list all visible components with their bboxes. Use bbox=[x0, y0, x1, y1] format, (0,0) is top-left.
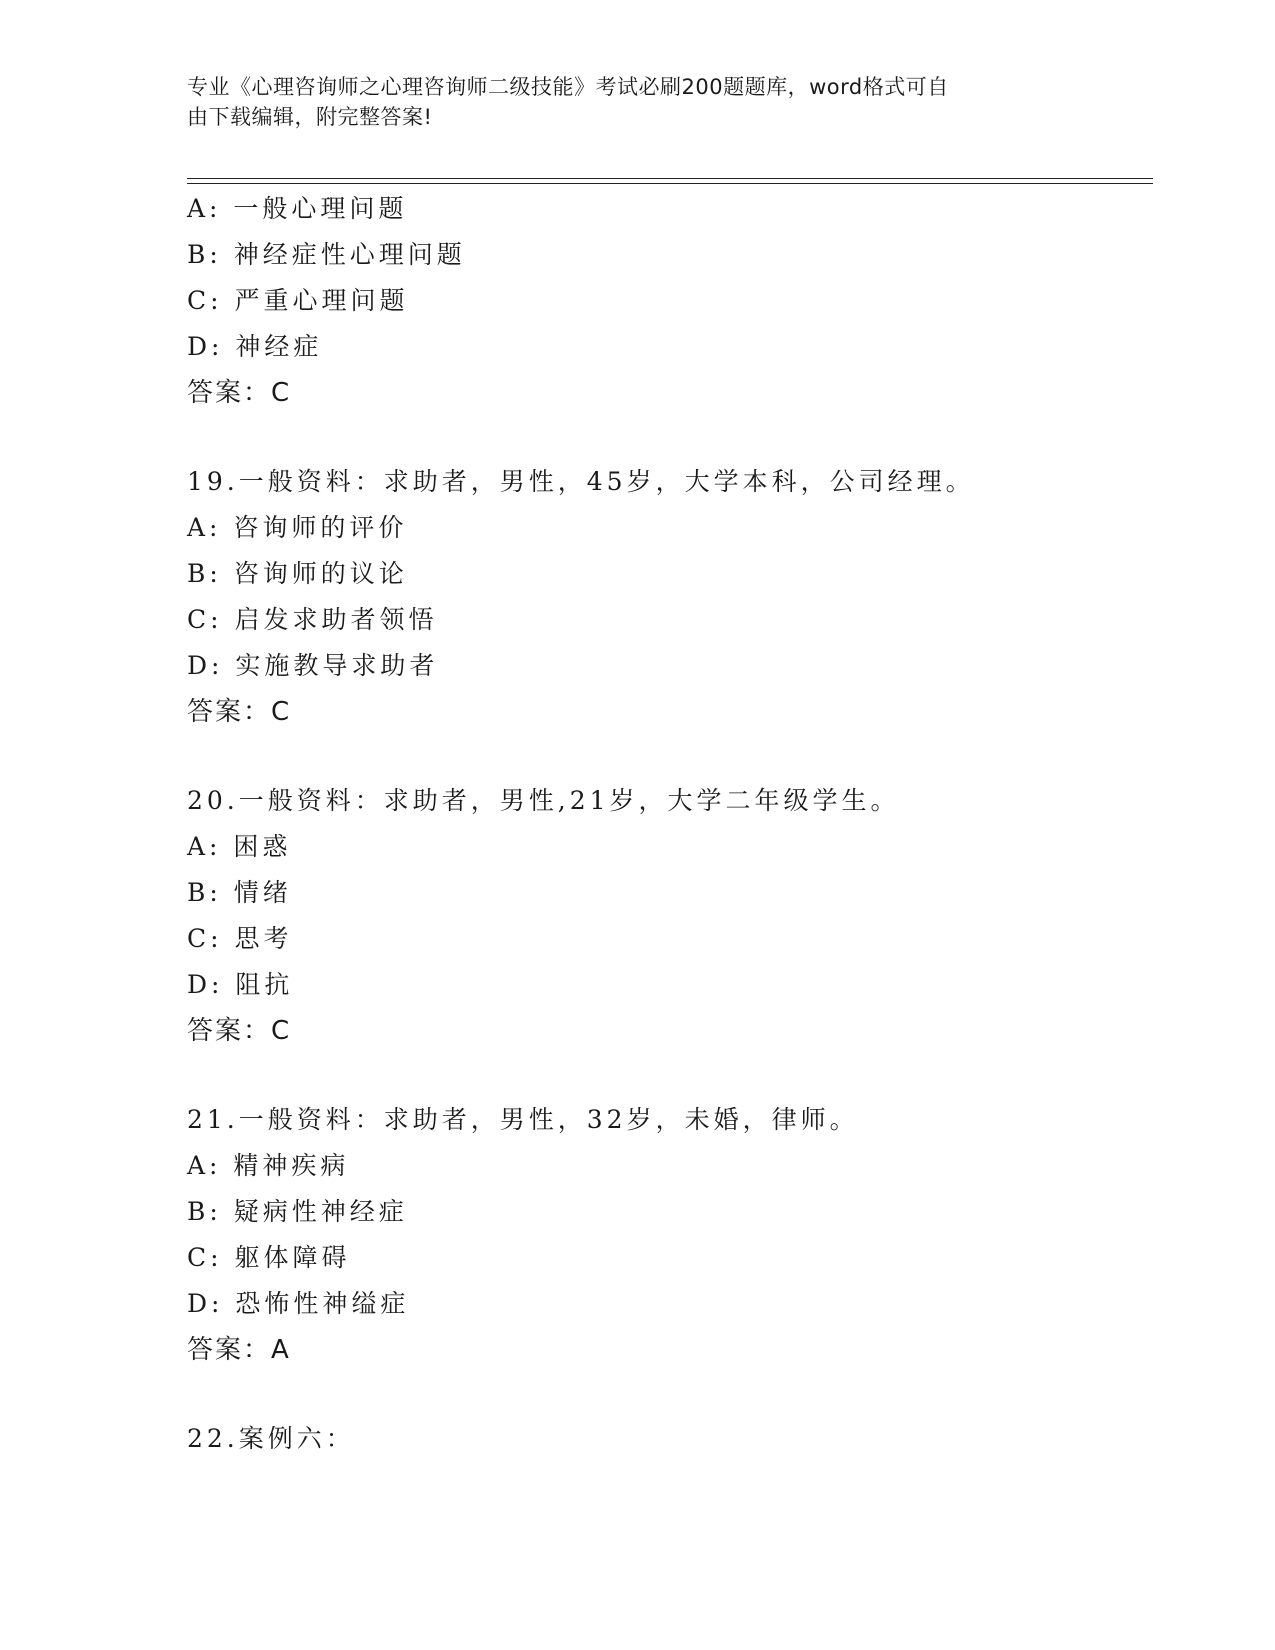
spacer bbox=[187, 1054, 1127, 1097]
option-b: B: 神经症性心理问题 bbox=[187, 240, 466, 269]
question-stem: 22.案例六： bbox=[187, 1424, 355, 1453]
option-c: C: 启发求助者领悟 bbox=[187, 605, 438, 634]
spacer bbox=[187, 735, 1127, 778]
question-stem: 20.一般资料：求助者，男性,21岁，大学二年级学生。 bbox=[187, 786, 900, 815]
question-18 bbox=[187, 186, 1127, 416]
option-b: B: 情绪 bbox=[187, 878, 292, 907]
option-d: D: 阻抗 bbox=[187, 970, 294, 999]
option-b: B: 疑病性神经症 bbox=[187, 1197, 408, 1226]
answer: 答案：C bbox=[187, 1016, 292, 1046]
header-divider-top bbox=[187, 178, 1153, 179]
option-c: C: 躯体障碍 bbox=[187, 1243, 351, 1272]
question-stem: 19.一般资料：求助者，男性，45岁，大学本科，公司经理。 bbox=[187, 467, 975, 496]
question-list bbox=[187, 186, 1127, 1462]
header-line-1: 专业《心理咨询师之心理咨询师二级技能》考试必刷200题题库，word格式可自 bbox=[187, 75, 949, 99]
option-d: D: 恐怖性神缢症 bbox=[187, 1289, 410, 1318]
question-22 bbox=[187, 1416, 1127, 1462]
spacer bbox=[187, 416, 1127, 459]
question-20 bbox=[187, 778, 1127, 1054]
header-line-2: 由下载编辑，附完整答案! bbox=[187, 105, 433, 129]
answer: 答案：C bbox=[187, 378, 292, 408]
question-19 bbox=[187, 459, 1127, 735]
document-header bbox=[187, 72, 1067, 132]
question-stem: 21.一般资料：求助者，男性，32岁，未婚，律师。 bbox=[187, 1105, 859, 1134]
answer: 答案：A bbox=[187, 1335, 291, 1365]
option-a: A: 精神疾病 bbox=[187, 1151, 350, 1180]
option-a: A: 咨询师的评价 bbox=[187, 513, 408, 542]
option-a: A: 一般心理问题 bbox=[187, 194, 408, 223]
option-a: A: 困惑 bbox=[187, 832, 292, 861]
option-d: D: 神经症 bbox=[187, 332, 323, 361]
option-d: D: 实施教导求助者 bbox=[187, 651, 439, 680]
question-21 bbox=[187, 1097, 1127, 1373]
option-c: C: 严重心理问题 bbox=[187, 286, 409, 315]
header-divider-bottom bbox=[187, 183, 1153, 184]
answer: 答案：C bbox=[187, 697, 292, 727]
spacer bbox=[187, 1373, 1127, 1416]
option-c: C: 思考 bbox=[187, 924, 293, 953]
option-b: B: 咨询师的议论 bbox=[187, 559, 408, 588]
